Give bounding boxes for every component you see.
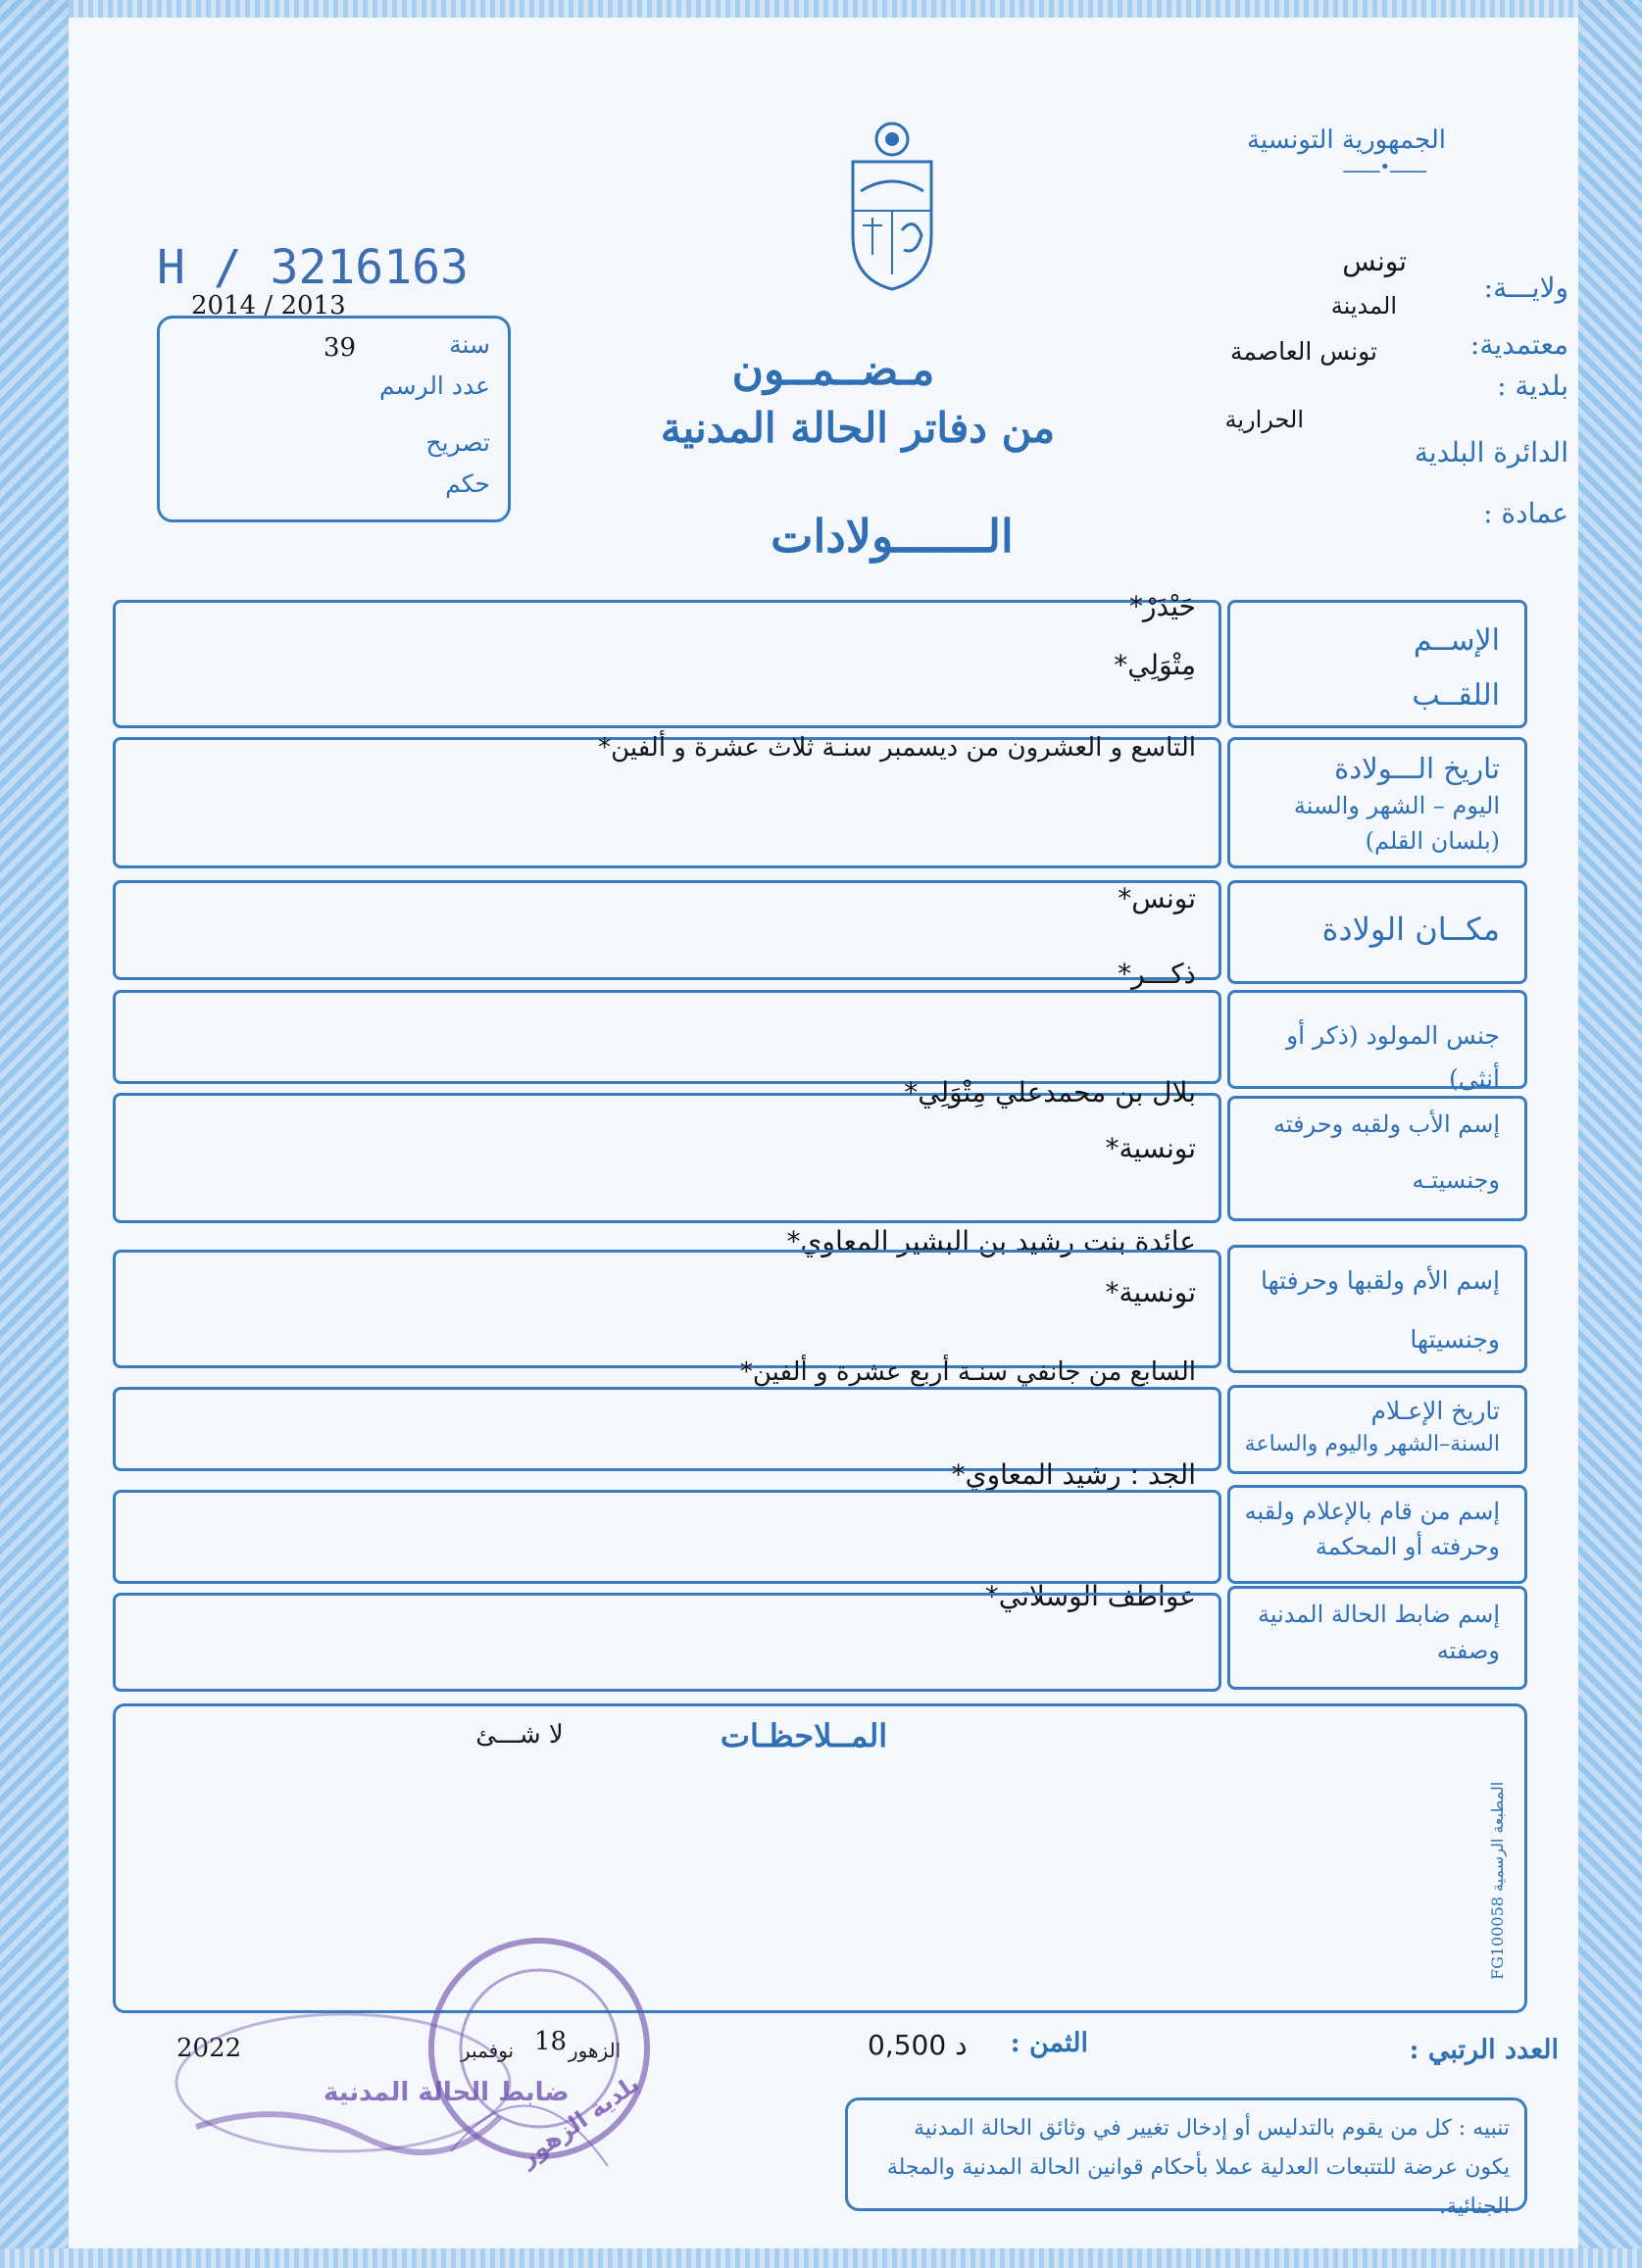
declaration-label: تصريح: [425, 428, 490, 457]
record-year: 2014 / 2013: [191, 291, 346, 320]
price-label: الثمن :: [1010, 2028, 1088, 2058]
warning-text: تنبيه : كل من يقوم بالتدليس أو إدخال تغيير في وثائق الحالة المدنية يكون عرضة للتتبعات العدلية عملا بأحكام قوانين الحالة المدنية والمجلة الجنائية.: [886, 2116, 1510, 2219]
value-box-officer: [113, 1593, 1221, 1692]
birth-place-value: تونس*: [1118, 882, 1196, 914]
father-nationality-label: وجنسيتـه: [1412, 1166, 1500, 1194]
birth-date-sublabel: اليوم – الشهر والسنة: [1293, 792, 1500, 819]
mother-nationality-value: تونسية*: [1105, 1276, 1196, 1308]
coat-of-arms-icon: [833, 118, 951, 294]
birth-date-note: (بلسان القلم): [1365, 827, 1500, 855]
issue-date-year: 2022: [176, 2034, 242, 2063]
mother-value: عائدة بنت رشيد بن البشير المعاوي*: [786, 1225, 1196, 1257]
father-label: إسم الأب ولقبه وحرفته: [1273, 1110, 1500, 1138]
name-label: الإســم: [1413, 623, 1500, 658]
officer-stamp-text: ضابط الحالة المدنية: [323, 2078, 570, 2107]
delegation-value: المدينة: [1330, 292, 1397, 320]
officer-sublabel: وصفته: [1436, 1637, 1500, 1664]
decorative-border-left: [0, 0, 69, 2268]
document-title: مـضــمــون: [731, 345, 935, 395]
document-subtitle: من دفاتر الحالة المدنية: [660, 404, 1056, 452]
name-value: حَيْدَرْ*: [1129, 590, 1196, 622]
declarant-sublabel: وحرفته أو المحكمة: [1315, 1533, 1500, 1560]
birth-place-label: مكــان الولادة: [1321, 911, 1500, 948]
governorate-label: ولايـــة:: [1483, 271, 1568, 304]
gender-value: ذكـــر*: [1118, 958, 1196, 990]
issue-date-month: نوفمبر: [461, 2039, 515, 2062]
republic-label: الجمهورية التونسية: [1246, 125, 1446, 155]
district-label: الدائرة البلدية: [1414, 436, 1568, 468]
mother-nationality-label: وجنسيتها: [1410, 1325, 1500, 1354]
birth-date-value: التاسع و العشرون من ديسمبر سنـة ثلاث عشرة و ألفين*: [598, 733, 1196, 763]
seal-text: بلدية الزهور: [514, 2069, 645, 2173]
officer-label: إسم ضابط الحالة المدنية: [1258, 1601, 1500, 1628]
mother-label: إسم الأم ولقبها وحرفتها: [1260, 1266, 1500, 1295]
district-value: الحرارية: [1224, 406, 1304, 433]
surname-value: مِتْوَلِي*: [1114, 649, 1196, 681]
printer-mark: المطبعة الرسمية FG100058: [1488, 1781, 1507, 1980]
declarant-label: إسم من قام بالإعلام ولقبه: [1244, 1498, 1500, 1525]
value-box-mother: [113, 1250, 1221, 1368]
declaration-date-value: السابع من جانفي سنـة أربع عشرة و ألفين*: [739, 1357, 1196, 1387]
decorative-border-top: [0, 0, 1642, 18]
governorate-value: تونس: [1342, 245, 1407, 277]
remarks-label: المــلاحظـات: [720, 1717, 888, 1754]
declaration-date-sublabel: السنة–الشهر واليوم والساعة: [1244, 1432, 1500, 1456]
value-box-gender: [113, 990, 1221, 1084]
order-number-label: العدد الرتبي :: [1409, 2035, 1559, 2065]
issue-date-day: 18: [534, 2027, 568, 2056]
price-value: 0,500 د: [868, 2029, 968, 2061]
header-ornament: ـــــــ•ـــــــ: [1343, 157, 1426, 177]
father-value: بلال بن محمدعلي مِتْوَلِي*: [904, 1076, 1196, 1109]
officer-value: عواطف الوسلاتي*: [984, 1580, 1196, 1612]
value-box-declarant: [113, 1490, 1221, 1584]
judgment-label: حكم: [445, 469, 490, 498]
declaration-date-label: تاريخ الإعـلام: [1370, 1397, 1500, 1425]
father-nationality-value: تونسية*: [1105, 1132, 1196, 1164]
decorative-border-right: [1578, 0, 1642, 2268]
decorative-border-bottom: [0, 2248, 1642, 2268]
remarks-value: لا شـــئ: [475, 1720, 564, 1750]
omda-label: عمادة :: [1483, 497, 1568, 529]
fee-label: عدد الرسم: [378, 371, 490, 400]
year-label: سنة: [449, 330, 490, 359]
officer-stamp: [167, 1999, 520, 2166]
issue-place: الزهور: [569, 2039, 622, 2062]
declarant-value: الجد : رشيد المعاوي*: [951, 1458, 1196, 1491]
section-title-births: الـــــــولادات: [771, 510, 1014, 563]
gender-label: جنس المولود (ذكر أو أنثى): [1286, 1021, 1500, 1093]
municipality-label: بلدية :: [1497, 370, 1568, 402]
surname-label: اللقــب: [1412, 678, 1500, 713]
year-value: 39: [323, 333, 357, 363]
birth-date-label: تاريخ الـــولادة: [1334, 752, 1500, 785]
serial-number: H / 3216163: [157, 240, 469, 295]
municipality-value: تونس العاصمة: [1230, 337, 1377, 366]
delegation-label: معتمدية:: [1469, 328, 1568, 361]
